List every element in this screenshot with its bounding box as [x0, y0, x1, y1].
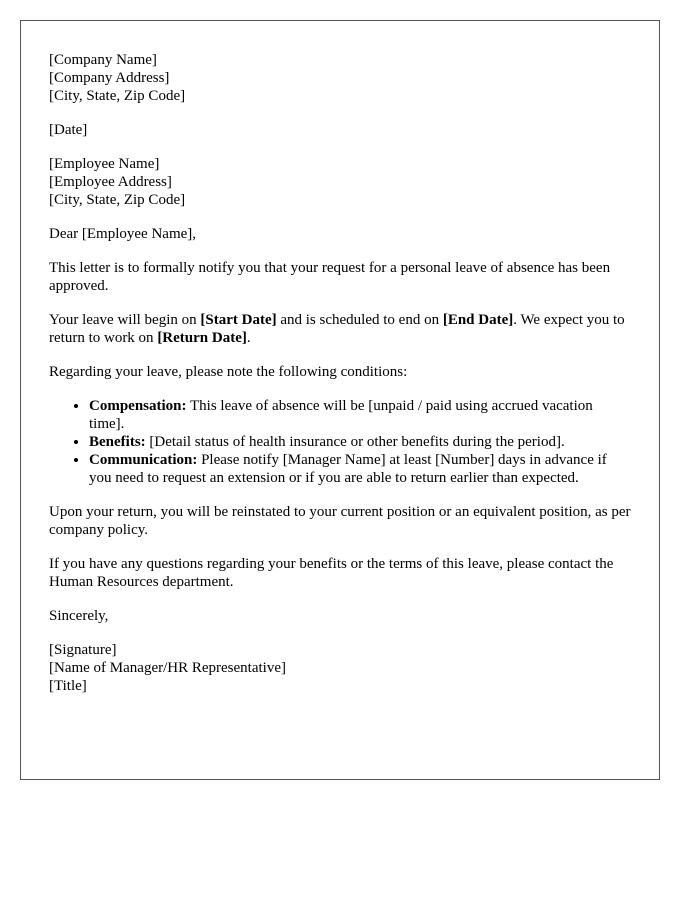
start-date: [Start Date] — [200, 312, 277, 328]
company-address: [Company Address] — [49, 70, 170, 86]
signer-name: [Name of Manager/HR Representative] — [49, 660, 286, 676]
leave-dates-paragraph — [49, 311, 631, 347]
employee-name: [Employee Name] — [49, 156, 160, 172]
signature-block — [49, 641, 631, 695]
intro-paragraph: This letter is to formally notify you that your request for a personal leave of absence has been approved. — [49, 260, 611, 294]
date-block — [49, 121, 631, 139]
leave-dates-text-3: . We expect you to return to work on — [49, 312, 625, 346]
conditions-list — [49, 397, 631, 487]
condition-text: [Detail status of health insurance or other benefits during the period]. — [145, 434, 565, 450]
leave-dates-text-1: Your leave will begin on — [49, 312, 201, 328]
letter-date: [Date] — [49, 122, 88, 138]
return-paragraph: Upon your return, you will be reinstated to your current position or an equivalent position, as per company policy. — [49, 504, 631, 538]
return-date: [Return Date] — [157, 330, 247, 346]
closing: Sincerely, — [49, 608, 109, 624]
condition-compensation — [89, 397, 631, 433]
employee-address: [Employee Address] — [49, 174, 172, 190]
condition-label: Benefits: — [89, 434, 146, 450]
condition-benefits — [89, 433, 631, 451]
employee-city-state-zip: [City, State, Zip Code] — [49, 192, 186, 208]
questions-paragraph: If you have any questions regarding your benefits or the terms of this leave, please contact the Human Resources department. — [49, 556, 614, 590]
leave-dates-text-4: . — [246, 330, 251, 346]
end-date: [End Date] — [442, 312, 514, 328]
company-city-state-zip: [City, State, Zip Code] — [49, 88, 186, 104]
condition-communication — [89, 451, 631, 487]
recipient-address-block — [49, 155, 631, 209]
condition-text: This leave of absence will be [unpaid / paid using accrued vacation time]. — [89, 398, 593, 432]
leave-dates-text-2: and is scheduled to end on — [276, 312, 443, 328]
signer-title: [Title] — [49, 678, 87, 694]
condition-text: Please notify [Manager Name] at least [Number] days in advance if you need to request an extension or if you are able to return earlier than expected. — [89, 452, 607, 486]
sender-address-block — [49, 51, 631, 105]
company-name: [Company Name] — [49, 52, 157, 68]
letter-page — [20, 20, 660, 780]
signature-placeholder: [Signature] — [49, 642, 117, 658]
salutation: Dear [Employee Name], — [49, 226, 197, 242]
conditions-intro: Regarding your leave, please note the following conditions: — [49, 364, 408, 380]
condition-label: Communication: — [89, 452, 198, 468]
condition-label: Compensation: — [89, 398, 187, 414]
